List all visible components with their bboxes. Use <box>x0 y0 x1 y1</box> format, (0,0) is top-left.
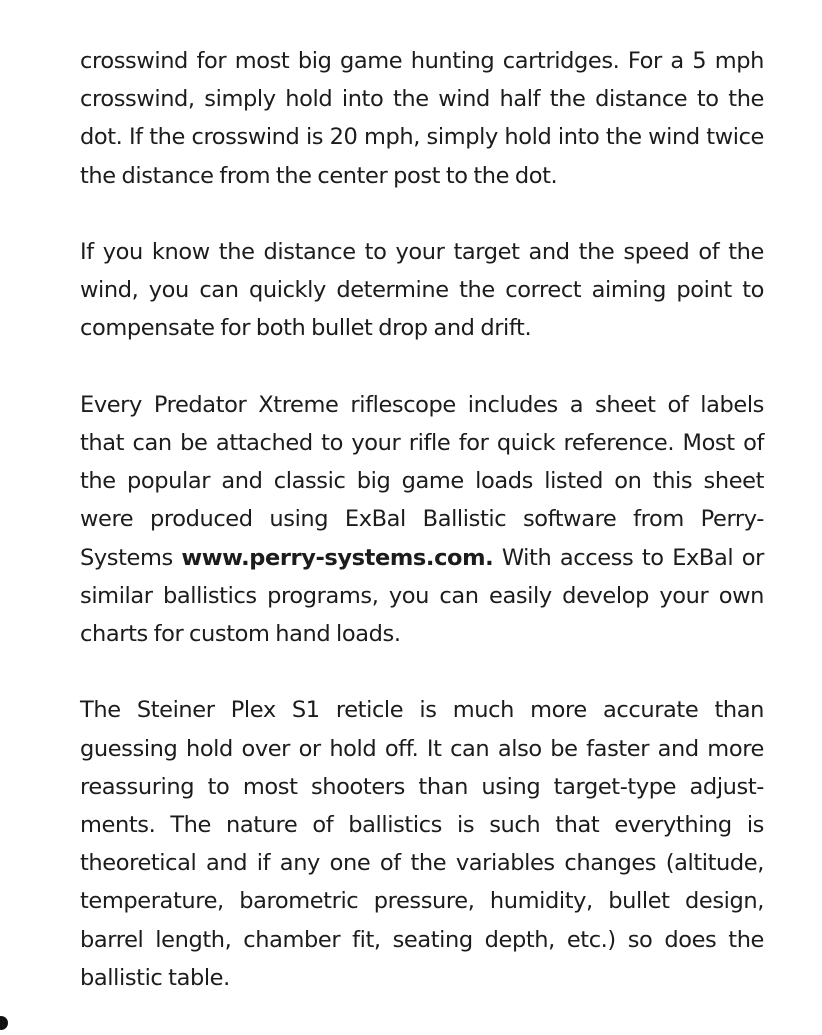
paragraph-crosswind: crosswind for most big game hunting cartridges. For a 5 mph crosswind, simply hold into the wind half the distance to the dot. If the crosswind is 20 mph, simply hold into the wind twice the distance from the center post to the dot. <box>80 48 764 189</box>
paragraph-labels-sheet <box>80 386 764 653</box>
paragraph-aiming-point: If you know the distance to your target and the speed of the wind, you can quickly determine the correct aiming point to compensate for both bullet drop and drift. <box>80 239 764 342</box>
labels-sheet-text: Every Predator Xtreme riflescope includes a sheet of labels that can be attached to your rifle for quick reference. Most of the popular and classic big game loads listed on this sheet were produced using ExBal Ballistic software from Perry-Systems <box>80 391 764 571</box>
corner-shadow <box>0 1016 8 1030</box>
labels-sheet-text-continued: With access to ExBal or similar ballistics programs, you can easily develop your own charts for custom hand loads. <box>80 544 764 648</box>
perry-systems-link[interactable]: www.perry-systems.com. <box>181 544 494 571</box>
paragraph-steiner-plex: The Steiner Plex S1 reticle is much more accurate than guessing hold over or hold off. It can also be faster and more reassuring to most shooters than using target-type adjust-ments. The nature of ballistics is such that everything is theoretical and if any one of the variables changes (altitude, temperature, barometric pressure, humidity, bullet design, barrel length, chamber fit, seating depth, etc.) so does the ballistic table. <box>80 697 764 991</box>
document-page <box>80 42 764 1035</box>
